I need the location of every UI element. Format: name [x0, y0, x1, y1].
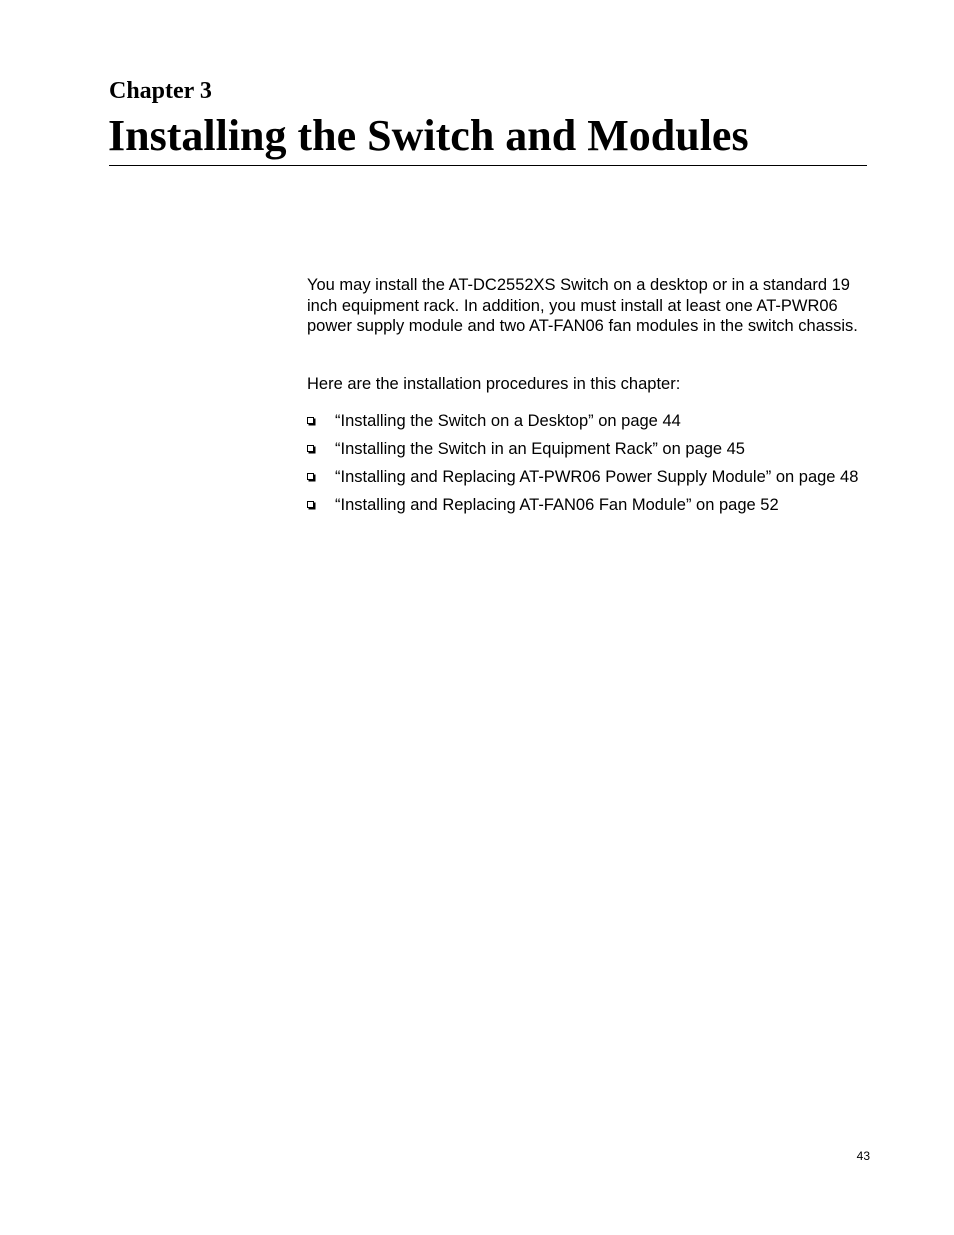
list-item-text[interactable]: “Installing and Replacing AT-FAN06 Fan Module” on page 52: [335, 496, 779, 514]
hollow-square-bullet-icon: [307, 501, 314, 508]
list-item-text[interactable]: “Installing the Switch on a Desktop” on page 44: [335, 412, 681, 430]
title-divider: [109, 165, 867, 166]
list-item: [307, 467, 867, 488]
procedures-list: [307, 411, 867, 523]
list-item-text[interactable]: “Installing the Switch in an Equipment Rack” on page 45: [335, 440, 745, 458]
list-item: [307, 439, 867, 460]
page-number: 43: [856, 1149, 870, 1163]
chapter-label: Chapter 3: [109, 78, 212, 104]
procedures-lead-paragraph: Here are the installation procedures in this chapter:: [307, 375, 681, 393]
list-item-text[interactable]: “Installing and Replacing AT-PWR06 Power Supply Module” on page 48: [335, 468, 859, 486]
list-item: [307, 495, 867, 516]
hollow-square-bullet-icon: [307, 445, 314, 452]
list-item: [307, 411, 867, 432]
intro-paragraph: You may install the AT-DC2552XS Switch on a desktop or in a standard 19 inch equipment rack. In addition, you must install at least one AT-PWR06 power supply module and two AT-FAN06 fan modules in the switch chassis.: [307, 276, 858, 335]
hollow-square-bullet-icon: [307, 473, 314, 480]
hollow-square-bullet-icon: [307, 417, 314, 424]
chapter-title: Installing the Switch and Modules: [108, 111, 749, 160]
